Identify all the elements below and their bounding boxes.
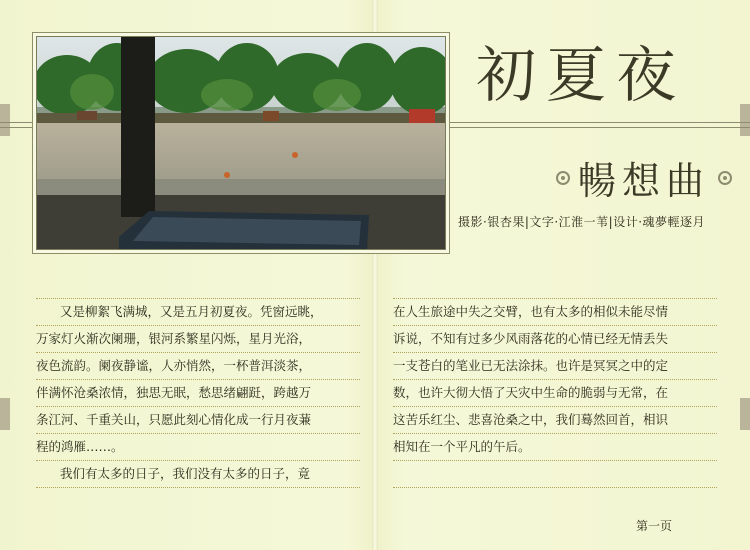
text-line: 相知在一个平凡的午后。 bbox=[393, 434, 717, 461]
page-title: 初夏夜 bbox=[476, 41, 686, 111]
text-line: 一支苍白的笔业已无法涂抹。也许是冥冥之中的定 bbox=[393, 353, 717, 380]
subtitle bbox=[556, 150, 732, 205]
edge-tab-top-left bbox=[0, 104, 10, 136]
credits-line: 摄影·银杏果|文字·江淮一苇|设计·魂夢輕逐月 bbox=[458, 215, 706, 229]
ornament-right-icon bbox=[718, 171, 732, 185]
right-text-column bbox=[393, 298, 717, 488]
text-line: 程的鸿雁……。 bbox=[36, 434, 360, 461]
text-line: 数，也许大彻大悟了天灾中生命的脆弱与无常，在 bbox=[393, 380, 717, 407]
text-line: 万家灯火渐次阑珊，银河系繁星闪烁，星月光浴， bbox=[36, 326, 360, 353]
text-line: 这苦乐红尘、悲喜沧桑之中，我们蓦然回首，相识 bbox=[393, 407, 717, 434]
text-line-empty bbox=[393, 461, 717, 488]
left-text-column bbox=[36, 298, 360, 488]
text-line: 条江河、千重关山，只愿此刻心情化成一行月夜蒹 bbox=[36, 407, 360, 434]
subtitle-text: 暢想曲 bbox=[578, 159, 711, 203]
edge-tab-bottom-left bbox=[0, 398, 10, 430]
edge-tab-top-right bbox=[740, 104, 750, 136]
lake-pavilion-photo bbox=[36, 36, 446, 250]
page-number: 第一页 bbox=[636, 519, 673, 533]
text-line: 伴满怀沧桑浓情，独思无眠，愁思绪翩跹，跨越万 bbox=[36, 380, 360, 407]
text-line: 在人生旅途中失之交臂，也有太多的相似未能尽情 bbox=[393, 298, 717, 326]
edge-tab-bottom-right bbox=[740, 398, 750, 430]
text-line: 夜色流韵。阑夜静谧，人亦悄然，一杯普洱淡茶， bbox=[36, 353, 360, 380]
text-line: 我们有太多的日子，我们没有太多的日子，竟 bbox=[36, 461, 360, 488]
text-line: 诉说，不知有过多少风雨落花的心情已经无情丢失 bbox=[393, 326, 717, 353]
text-line: 又是柳絮飞满城，又是五月初夏夜。凭窗远眺， bbox=[36, 298, 360, 326]
ornament-left-icon bbox=[556, 171, 570, 185]
